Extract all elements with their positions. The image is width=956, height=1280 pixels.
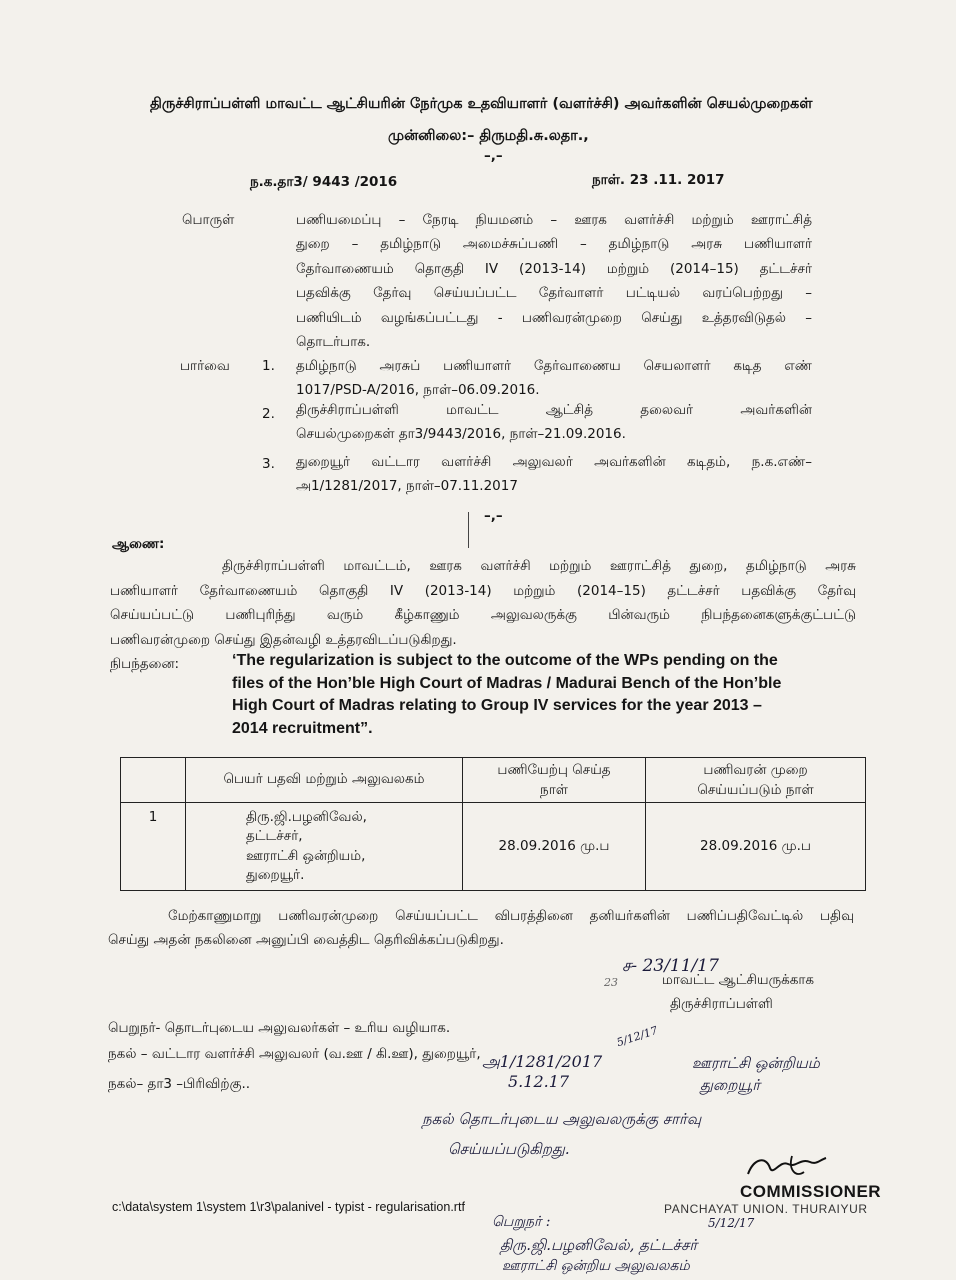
reference-item-3 <box>296 454 812 502</box>
reference-item-2 <box>296 402 812 450</box>
header-name-post-office: பெயர் பதவி மற்றும் அலுவலகம் <box>186 758 463 803</box>
reference-number-3: 3. <box>262 456 275 472</box>
reference-number-1: 1. <box>262 358 275 374</box>
reference-number-2: 2. <box>262 406 275 422</box>
order-label: ஆணை: <box>112 536 165 552</box>
reference-line: அ1/1281/2017, நாள்–07.11.2017 <box>296 478 518 494</box>
references-label: பார்வை <box>180 358 230 374</box>
pen-mark <box>468 512 469 548</box>
header-regularisation-date <box>646 758 866 803</box>
subject-line: தொடர்பாக. <box>296 333 371 350</box>
subject-line: தேர்வாணையம் தொகுதி IV (2013-14) மற்றும் (2014–15) தட்டச்சர் <box>296 260 812 277</box>
order-line: திருச்சிராப்பள்ளி மாவட்டம், ஊரக வளர்ச்சி மற்றும் ஊராட்சித் துறை, தமிழ்நாடு அரசு <box>222 558 856 574</box>
handwritten-recipient-name: திரு.ஜி.பழனிவேல், தட்டச்சர் <box>500 1236 698 1254</box>
commissioner-signature-icon <box>740 1150 830 1186</box>
order-line: பணிவரன்முறை செய்து இதன்வழி உத்தரவிடப்படுகிறது. <box>110 631 457 648</box>
copy-to-section: நகல்– தா3 –பிரிவிற்கு.. <box>108 1076 251 1092</box>
row-name-line: துறையூர். <box>246 867 305 883</box>
subject-block <box>296 212 812 358</box>
condition-block <box>232 652 781 742</box>
stamp-panchayat-union: PANCHAYAT UNION. THURAIYUR <box>664 1202 868 1216</box>
row-name-line: திரு.ஜி.பழனிவேல், <box>246 808 367 825</box>
separator: –,– <box>484 148 503 164</box>
handwritten-bottom-date: 5/12/17 <box>708 1216 755 1230</box>
order-date: நாள். 23 .11. 2017 <box>592 172 725 188</box>
row-name-post-office <box>186 803 463 891</box>
order-block <box>110 558 856 656</box>
header-joining-date <box>463 758 646 803</box>
subject-line: பதவிக்கு தேர்வு செய்யப்பட்ட தேர்வாளர் பட்டியல் வரப்பெற்றது – <box>296 285 812 302</box>
reference-line: தமிழ்நாடு அரசுப் பணியாளர் தேர்வாணைய செயலாளர் கடித எண் <box>296 358 812 374</box>
condition-line: High Court of Madras relating to Group IV services for the year 2013 – <box>232 697 762 714</box>
row-name-line: ஊராட்சி ஒன்றியம், <box>246 847 366 864</box>
reference-item-1 <box>296 358 812 406</box>
handwritten-note: நகல் தொடர்புடைய அலுவலருக்கு சார்வு <box>422 1110 702 1128</box>
file-path: c:\data\system 1\system 1\r3\palanivel - typist - regularisation.rtf <box>112 1200 465 1214</box>
signatory-designation: மாவட்ட ஆட்சியருக்காக <box>662 972 815 988</box>
signature-date: ச- 23/11/17 <box>622 956 719 976</box>
header-cell-number <box>121 758 186 803</box>
reference-line: துறையூர் வட்டார வளர்ச்சி அலுவலர் அவர்களின் கடிதம், ந.க.எண்– <box>296 454 812 470</box>
instruction-line-2: செய்து அதன் நகலினை அனுப்பி வைத்திட தெரிவிக்கப்படுகிறது. <box>108 932 504 948</box>
handwritten-initial-date: 5/12/17 <box>615 1023 660 1050</box>
handwritten-recipient-label: பெறுநர் : <box>492 1214 551 1230</box>
condition-line: ‘The regularization is subject to the outcome of the WPs pending on the <box>232 652 778 669</box>
margin-note: 23 <box>604 976 618 989</box>
recipient: பெறுநர்- தொடர்புடைய அலுவலர்கள் – உரிய வழியாக. <box>108 1020 451 1036</box>
regularisation-table <box>120 757 866 891</box>
subject-label: பொருள் <box>182 212 235 228</box>
reference-number: ந.க.தா3/ 9443 /2016 <box>250 174 398 190</box>
separator: –,– <box>484 508 503 524</box>
copy-to-bdo: நகல் – வட்டார வளர்ச்சி அலுவலர் (வ.ஊ / கி.ஊ), துறையூர், <box>108 1046 481 1062</box>
row-name-line: தட்டச்சர், <box>246 828 303 844</box>
condition-label: நிபந்தனை: <box>110 656 180 672</box>
row-joining-date: 28.09.2016 மு.ப <box>463 803 646 891</box>
row-regularisation-date: 28.09.2016 மு.ப <box>646 803 866 891</box>
handwritten-union-place: துறையூர் <box>700 1076 761 1094</box>
subject-line: பணியிடம் வழங்கப்பட்டது - பணிவரன்முறை செய்து உத்தரவிடுதல் – <box>296 309 812 326</box>
table-header-row <box>121 758 866 803</box>
subject-line: துறை – தமிழ்நாடு அமைச்சுப்பணி – தமிழ்நாடு அரசு பணியாளர் <box>296 236 812 253</box>
order-line: பணியாளர் தேர்வாணையம் தொகுதி IV (2013-14) மற்றும் (2014–15) தட்டச்சர் பதவிக்கு தேர்வு <box>110 582 856 599</box>
stamp-commissioner: COMMISSIONER <box>740 1182 882 1201</box>
signatory-place: திருச்சிராப்பள்ளி <box>670 996 773 1012</box>
handwritten-note: செய்யப்படுகிறது. <box>448 1140 570 1158</box>
header-text: பணிவரன் முறை <box>703 762 808 778</box>
handwritten-recipient-office: ஊராட்சி ஒன்றிய அலுவலகம் <box>502 1258 690 1274</box>
header-text: பணியேற்பு செய்த <box>497 762 611 778</box>
condition-line: files of the Hon’ble High Court of Madras / Madurai Bench of the Hon’ble <box>232 674 782 692</box>
subject-line: பணியமைப்பு – நேரடி நியமனம் – ஊரக வளர்ச்சி மற்றும் ஊராட்சித் <box>296 212 812 228</box>
header-text: செய்யப்படும் நாள் <box>697 782 814 798</box>
handwritten-union-office: ஊராட்சி ஒன்றியம் <box>692 1054 820 1072</box>
table-row <box>121 803 866 891</box>
reference-line: திருச்சிராப்பள்ளி மாவட்ட ஆட்சித் தலைவர் அவர்களின் <box>296 402 812 418</box>
header-text: நாள் <box>540 782 568 798</box>
instruction-line-1: மேற்காணுமாறு பணிவரன்முறை செய்யப்பட்ட விபரத்தினை தனியர்களின் பணிப்பதிவேட்டில் பதிவு <box>168 908 854 924</box>
reference-line: 1017/PSD-A/2016, நாள்–06.09.2016. <box>296 382 540 398</box>
reference-line: செயல்முறைகள் தா3/9443/2016, நாள்–21.09.2016. <box>296 426 626 442</box>
page-title: திருச்சிராப்பள்ளி மாவட்ட ஆட்சியரின் நேர்முக உதவியாளர் (வளர்ச்சி) அவர்களின் செயல்முறைகள் <box>150 96 813 112</box>
row-number: 1 <box>121 803 186 891</box>
handwritten-reference-date: 5.12.17 <box>508 1072 570 1091</box>
handwritten-reference: அ1/1281/2017 <box>482 1052 603 1071</box>
presiding-officer: முன்னிலை:– திருமதி.சு.லதா., <box>388 128 589 144</box>
order-line: செய்யப்பட்டு பணிபுரிந்து வரும் கீழ்காணும் அலுவலருக்கு பின்வரும் நிபந்தனைகளுக்குட்பட்டு <box>110 607 856 623</box>
condition-line: 2014 recruitment”. <box>232 719 373 737</box>
